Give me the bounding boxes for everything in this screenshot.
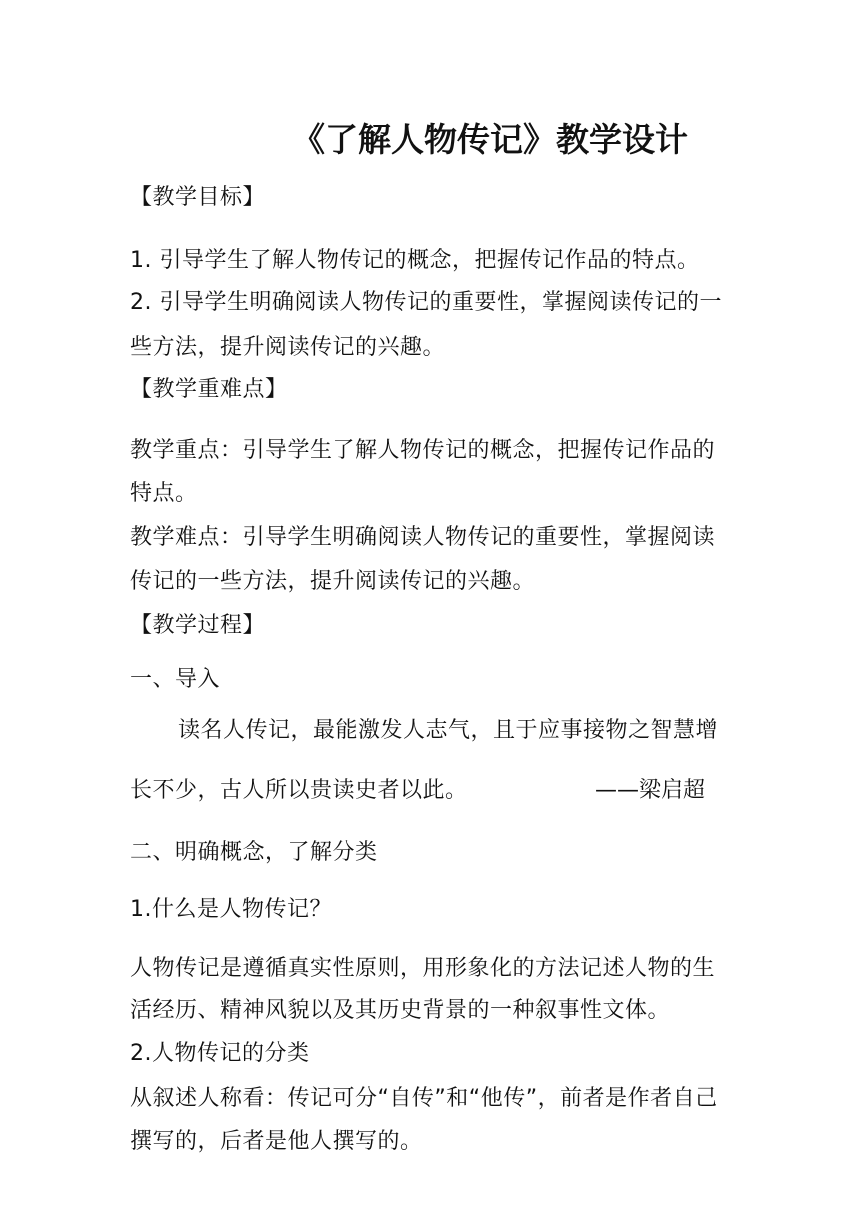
objective-item-2-line-2: 些方法，提升阅读传记的兴趣。 bbox=[130, 335, 446, 360]
question-2-heading: 2.人物传记的分类 bbox=[130, 1041, 310, 1066]
objectives-heading: 【教学目标】 bbox=[130, 185, 266, 210]
quote-line-1: 读名人传记，最能激发人志气，且于应事接物之智慧增 bbox=[178, 718, 719, 743]
document-title: 《了解人物传记》教学设计 bbox=[292, 120, 688, 159]
step-1-heading: 一、导入 bbox=[130, 667, 221, 692]
key-point-line-1: 教学重点：引导学生了解人物传记的概念，把握传记作品的 bbox=[130, 438, 716, 463]
classification-line-1: 从叙述人称看：传记可分“自传”和“他传”，前者是作者自己 bbox=[130, 1086, 718, 1111]
question-1-heading: 1.什么是人物传记？ bbox=[130, 897, 332, 922]
key-points-heading: 【教学重难点】 bbox=[130, 377, 288, 402]
key-point-line-2: 特点。 bbox=[130, 481, 198, 506]
classification-line-2: 撰写的，后者是他人撰写的。 bbox=[130, 1129, 423, 1154]
quote-line-2: 长不少，古人所以贵读史者以此。 bbox=[130, 778, 468, 803]
difficulty-line-2: 传记的一些方法，提升阅读传记的兴趣。 bbox=[130, 569, 536, 594]
objective-item-2-line-1: 2. 引导学生明确阅读人物传记的重要性，掌握阅读传记的一 bbox=[130, 290, 722, 315]
difficulty-line-1: 教学难点：引导学生明确阅读人物传记的重要性，掌握阅读 bbox=[130, 525, 716, 550]
objective-item-1: 1. 引导学生了解人物传记的概念，把握传记作品的特点。 bbox=[130, 248, 700, 273]
definition-line-2: 活经历、精神风貌以及其历史背景的一种叙事性文体。 bbox=[130, 998, 671, 1023]
step-2-heading: 二、明确概念，了解分类 bbox=[130, 840, 378, 865]
definition-line-1: 人物传记是遵循真实性原则，用形象化的方法记述人物的生 bbox=[130, 956, 716, 981]
quote-attribution: ——梁启超 bbox=[595, 778, 706, 803]
process-heading: 【教学过程】 bbox=[130, 613, 266, 638]
